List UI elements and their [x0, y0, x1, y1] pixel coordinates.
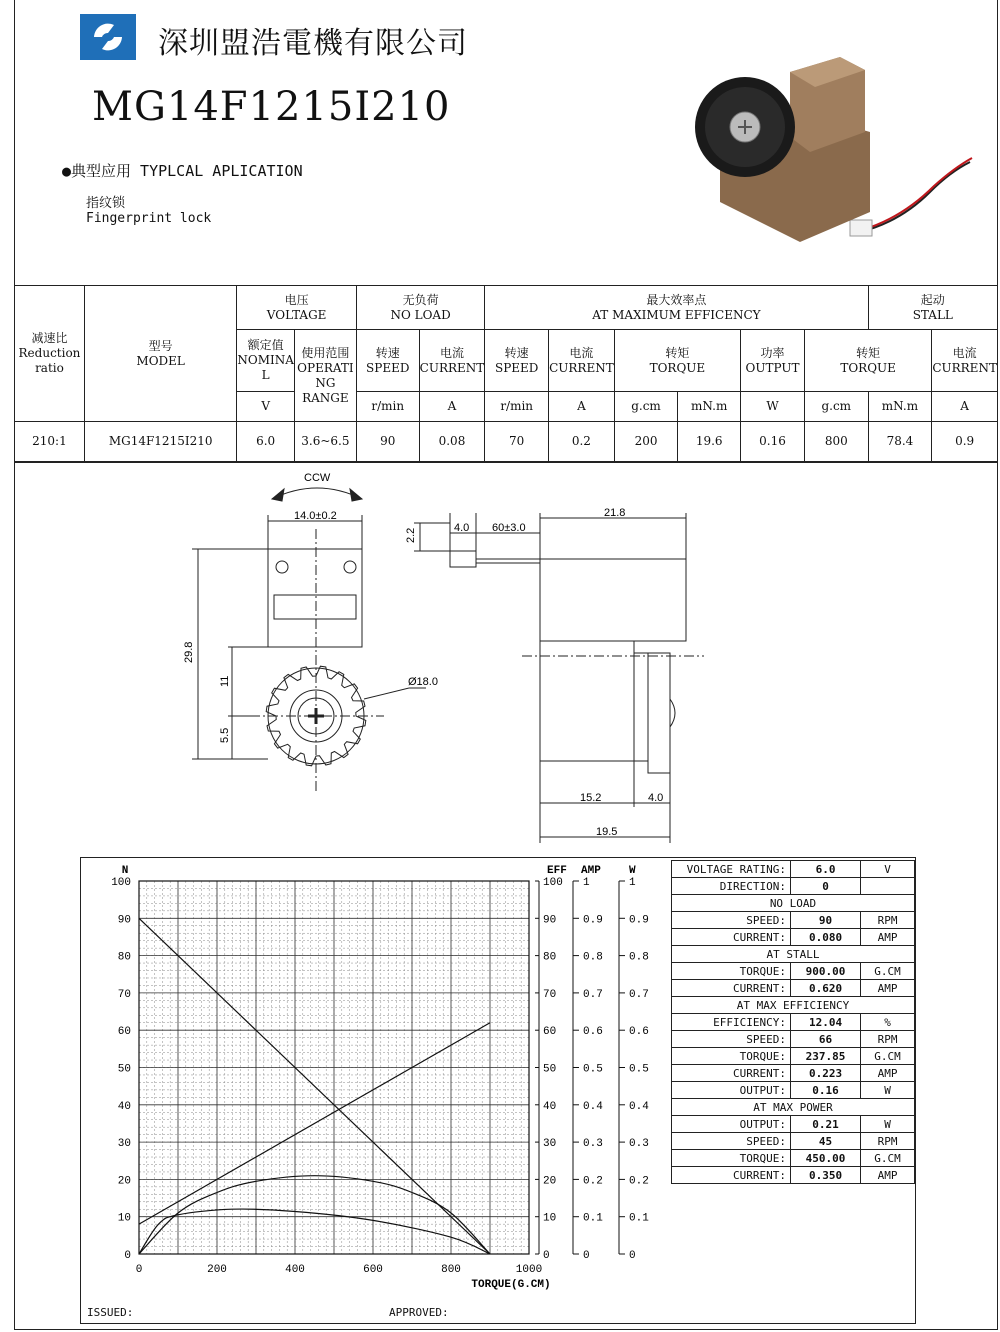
label: SPEED:	[672, 912, 791, 929]
label: EFFICIENCY:	[672, 1014, 791, 1031]
unit-v: V	[237, 392, 295, 422]
x-axis-label: TORQUE(G.CM)	[471, 1279, 551, 1291]
label: SPEED:	[672, 1031, 791, 1048]
value: 900.00	[790, 963, 860, 980]
amp-tick-label: 0.3	[583, 1138, 603, 1151]
label: CURRENT:	[672, 980, 791, 997]
label: CURRENT:	[672, 929, 791, 946]
unit-w: W	[741, 392, 805, 422]
application-cn: 指纹锁	[86, 196, 126, 211]
value: 45	[790, 1133, 860, 1150]
section-header: AT MAX POWER	[672, 1099, 915, 1116]
eff-tick-label: 20	[543, 1175, 557, 1188]
unit-mnm: mN.m	[868, 392, 932, 422]
value: 0	[790, 878, 860, 895]
dim-4-0-top: 4.0	[454, 522, 470, 534]
n-axis-label: N	[121, 865, 129, 877]
dim-21-8: 21.8	[604, 507, 626, 519]
eff-axis-label: EFF	[547, 865, 567, 877]
unit: AMP	[861, 1167, 915, 1184]
dim-5-5: 5.5	[219, 727, 231, 743]
eff-tick-label: 70	[543, 988, 557, 1001]
n-tick-label: 90	[117, 914, 131, 927]
dim-19-5: 19.5	[596, 826, 618, 838]
unit-mnm: mN.m	[678, 392, 741, 422]
cell-nl-speed: 90	[356, 422, 419, 462]
me-output-header: 功率 OUTPUT	[741, 330, 805, 392]
label: TORQUE:	[672, 963, 791, 980]
unit-a: A	[549, 392, 615, 422]
performance-graph	[80, 857, 916, 1324]
label: TORQUE:	[672, 1048, 791, 1065]
x-tick-label: 0	[135, 1264, 143, 1276]
eff-tick-label: 100	[543, 877, 563, 889]
label: VOLTAGE RATING:	[672, 861, 791, 878]
unit: W	[861, 1082, 915, 1099]
n-tick-label: 20	[117, 1175, 131, 1188]
unit: W	[861, 1116, 915, 1133]
eff-tick-label: 10	[543, 1212, 557, 1225]
unit: RPM	[861, 1133, 915, 1150]
value: 6.0	[790, 861, 860, 878]
me-torque-header: 转矩 TORQUE	[614, 330, 740, 392]
company-name: 深圳盟浩電機有限公司	[158, 26, 468, 61]
amp-tick-label: 0.6	[583, 1026, 603, 1039]
cell-ratio: 210:1	[15, 422, 85, 462]
table-row	[15, 422, 998, 462]
amp-tick-label: 0.4	[583, 1100, 603, 1113]
dim-dia: Ø18.0	[408, 676, 438, 688]
n-tick-label: 10	[117, 1212, 131, 1225]
label: DIRECTION:	[672, 878, 791, 895]
section-header: AT MAX EFFICIENCY	[672, 997, 915, 1014]
n-tick-label: 30	[117, 1138, 131, 1151]
amp-tick-label: 1	[583, 877, 590, 889]
amp-tick-label: 0.1	[583, 1212, 603, 1225]
eff-tick-label: 40	[543, 1100, 557, 1113]
amp-tick-label: 0.9	[583, 914, 603, 927]
unit: AMP	[861, 1065, 915, 1082]
dim-15-2: 15.2	[580, 792, 602, 804]
value: 0.080	[790, 929, 860, 946]
nl-current-header: 电流 CURRENT	[419, 330, 485, 392]
unit: RPM	[861, 1031, 915, 1048]
amp-tick-label: 0.5	[583, 1063, 603, 1076]
cell-st-torque-mnm: 78.4	[868, 422, 932, 462]
amp-axis-label: AMP	[581, 865, 601, 877]
w-axis-label: W	[629, 865, 636, 877]
noload-header: 无负荷 NO LOAD	[356, 286, 484, 330]
approved-label: APPROVED:	[389, 1306, 449, 1319]
unit: G.CM	[861, 1048, 915, 1065]
w-tick-label: 0	[629, 1250, 636, 1262]
unit-rpm: r/min	[485, 392, 549, 422]
dim-11: 11	[219, 675, 231, 687]
st-current-header: 电流 CURRENT	[932, 330, 998, 392]
label: OUTPUT:	[672, 1116, 791, 1133]
series-line-3	[139, 1176, 490, 1254]
section-header: AT STALL	[672, 946, 915, 963]
w-tick-label: 0.4	[629, 1100, 649, 1113]
value: 237.85	[790, 1048, 860, 1065]
series-line-2	[139, 1023, 490, 1224]
cell-nominal-v: 6.0	[237, 422, 295, 462]
unit: V	[861, 861, 915, 878]
unit: G.CM	[861, 963, 915, 980]
cell-model: MG14F1215I210	[84, 422, 236, 462]
w-tick-label: 0.8	[629, 951, 649, 964]
product-photo	[680, 42, 980, 252]
cell-me-output: 0.16	[741, 422, 805, 462]
eff-tick-label: 80	[543, 951, 557, 964]
dim-2-2: 2.2	[405, 527, 417, 543]
w-tick-label: 0.7	[629, 988, 649, 1001]
eff-tick-label: 60	[543, 1026, 557, 1039]
application-en: Fingerprint lock	[86, 211, 212, 226]
dim-height: 29.8	[183, 641, 195, 663]
x-tick-label: 600	[363, 1264, 383, 1276]
unit: AMP	[861, 929, 915, 946]
eff-tick-label: 90	[543, 914, 557, 927]
n-tick-label: 70	[117, 988, 131, 1001]
cell-me-torque-mnm: 19.6	[678, 422, 741, 462]
dim-4-0-bottom: 4.0	[648, 792, 664, 804]
n-tick-label: 40	[117, 1100, 131, 1113]
unit	[861, 878, 915, 895]
x-tick-label: 400	[285, 1264, 305, 1276]
value: 0.223	[790, 1065, 860, 1082]
cell-me-speed: 70	[485, 422, 549, 462]
maxeff-header: 最大效率点 AT MAXIMUM EFFICENCY	[485, 286, 868, 330]
cell-range-v: 3.6~6.5	[294, 422, 356, 462]
value: 66	[790, 1031, 860, 1048]
model-header: 型号 MODEL	[84, 286, 236, 422]
ratio-header: 减速比 Reduction ratio	[15, 286, 85, 422]
label: CURRENT:	[672, 1065, 791, 1082]
eff-tick-label: 0	[543, 1250, 550, 1262]
w-tick-label: 0.6	[629, 1026, 649, 1039]
spec-table	[14, 285, 998, 462]
value: 0.620	[790, 980, 860, 997]
amp-tick-label: 0.8	[583, 951, 603, 964]
cell-me-current: 0.2	[549, 422, 615, 462]
model-title: MG14F1215I210	[92, 84, 451, 130]
value: 0.16	[790, 1082, 860, 1099]
x-tick-label: 1000	[515, 1264, 543, 1276]
st-torque-header: 转矩 TORQUE	[804, 330, 931, 392]
company-logo	[80, 14, 136, 60]
cell-nl-current: 0.08	[419, 422, 485, 462]
dim-60: 60±3.0	[492, 522, 526, 534]
n-tick-label: 80	[117, 951, 131, 964]
technical-drawing	[14, 462, 998, 858]
me-speed-header: 转速 SPEED	[485, 330, 549, 392]
x-tick-label: 200	[207, 1264, 227, 1276]
cell-st-torque-gcm: 800	[804, 422, 868, 462]
unit: %	[861, 1014, 915, 1031]
x-tick-label: 800	[441, 1264, 461, 1276]
amp-tick-label: 0.7	[583, 988, 603, 1001]
unit: G.CM	[861, 1150, 915, 1167]
n-tick-label: 100	[111, 877, 131, 889]
label: SPEED:	[672, 1133, 791, 1150]
value: 90	[790, 912, 860, 929]
gear-icon	[695, 77, 795, 177]
amp-tick-label: 0	[583, 1250, 590, 1262]
w-tick-label: 0.2	[629, 1175, 649, 1188]
n-tick-label: 50	[117, 1063, 131, 1076]
eff-tick-label: 30	[543, 1138, 557, 1151]
unit-gcm: g.cm	[804, 392, 868, 422]
value: 0.21	[790, 1116, 860, 1133]
voltage-header: 电压 VOLTAGE	[237, 286, 356, 330]
eff-tick-label: 50	[543, 1063, 557, 1076]
n-tick-label: 0	[124, 1250, 131, 1262]
ccw-label: CCW	[304, 472, 331, 484]
unit-a: A	[932, 392, 998, 422]
unit-gcm: g.cm	[614, 392, 678, 422]
nominal-header: 额定值 NOMINA L	[237, 330, 295, 392]
dim-width: 14.0±0.2	[294, 510, 337, 522]
w-tick-label: 0.5	[629, 1063, 649, 1076]
stall-header: 起动 STALL	[868, 286, 997, 330]
unit: AMP	[861, 980, 915, 997]
application-label: ●典型应用 TYPLCAL APLICATION	[62, 162, 303, 180]
unit-rpm: r/min	[356, 392, 419, 422]
operating-header: 使用范围 OPERATI NG RANGE	[294, 330, 356, 422]
issued-label: ISSUED:	[87, 1306, 134, 1319]
unit: RPM	[861, 912, 915, 929]
label: OUTPUT:	[672, 1082, 791, 1099]
w-tick-label: 0.9	[629, 914, 649, 927]
me-current-header: 电流 CURRENT	[549, 330, 615, 392]
value: 12.04	[790, 1014, 860, 1031]
value: 0.350	[790, 1167, 860, 1184]
section-header: NO LOAD	[672, 895, 915, 912]
value: 450.00	[790, 1150, 860, 1167]
n-tick-label: 60	[117, 1026, 131, 1039]
performance-table	[671, 860, 915, 1184]
cell-me-torque-gcm: 200	[614, 422, 678, 462]
nl-speed-header: 转速 SPEED	[356, 330, 419, 392]
label: TORQUE:	[672, 1150, 791, 1167]
unit-a: A	[419, 392, 485, 422]
w-tick-label: 0.1	[629, 1212, 649, 1225]
cell-st-current: 0.9	[932, 422, 998, 462]
w-tick-label: 1	[629, 877, 636, 889]
label: CURRENT:	[672, 1167, 791, 1184]
w-tick-label: 0.3	[629, 1138, 649, 1151]
amp-tick-label: 0.2	[583, 1175, 603, 1188]
